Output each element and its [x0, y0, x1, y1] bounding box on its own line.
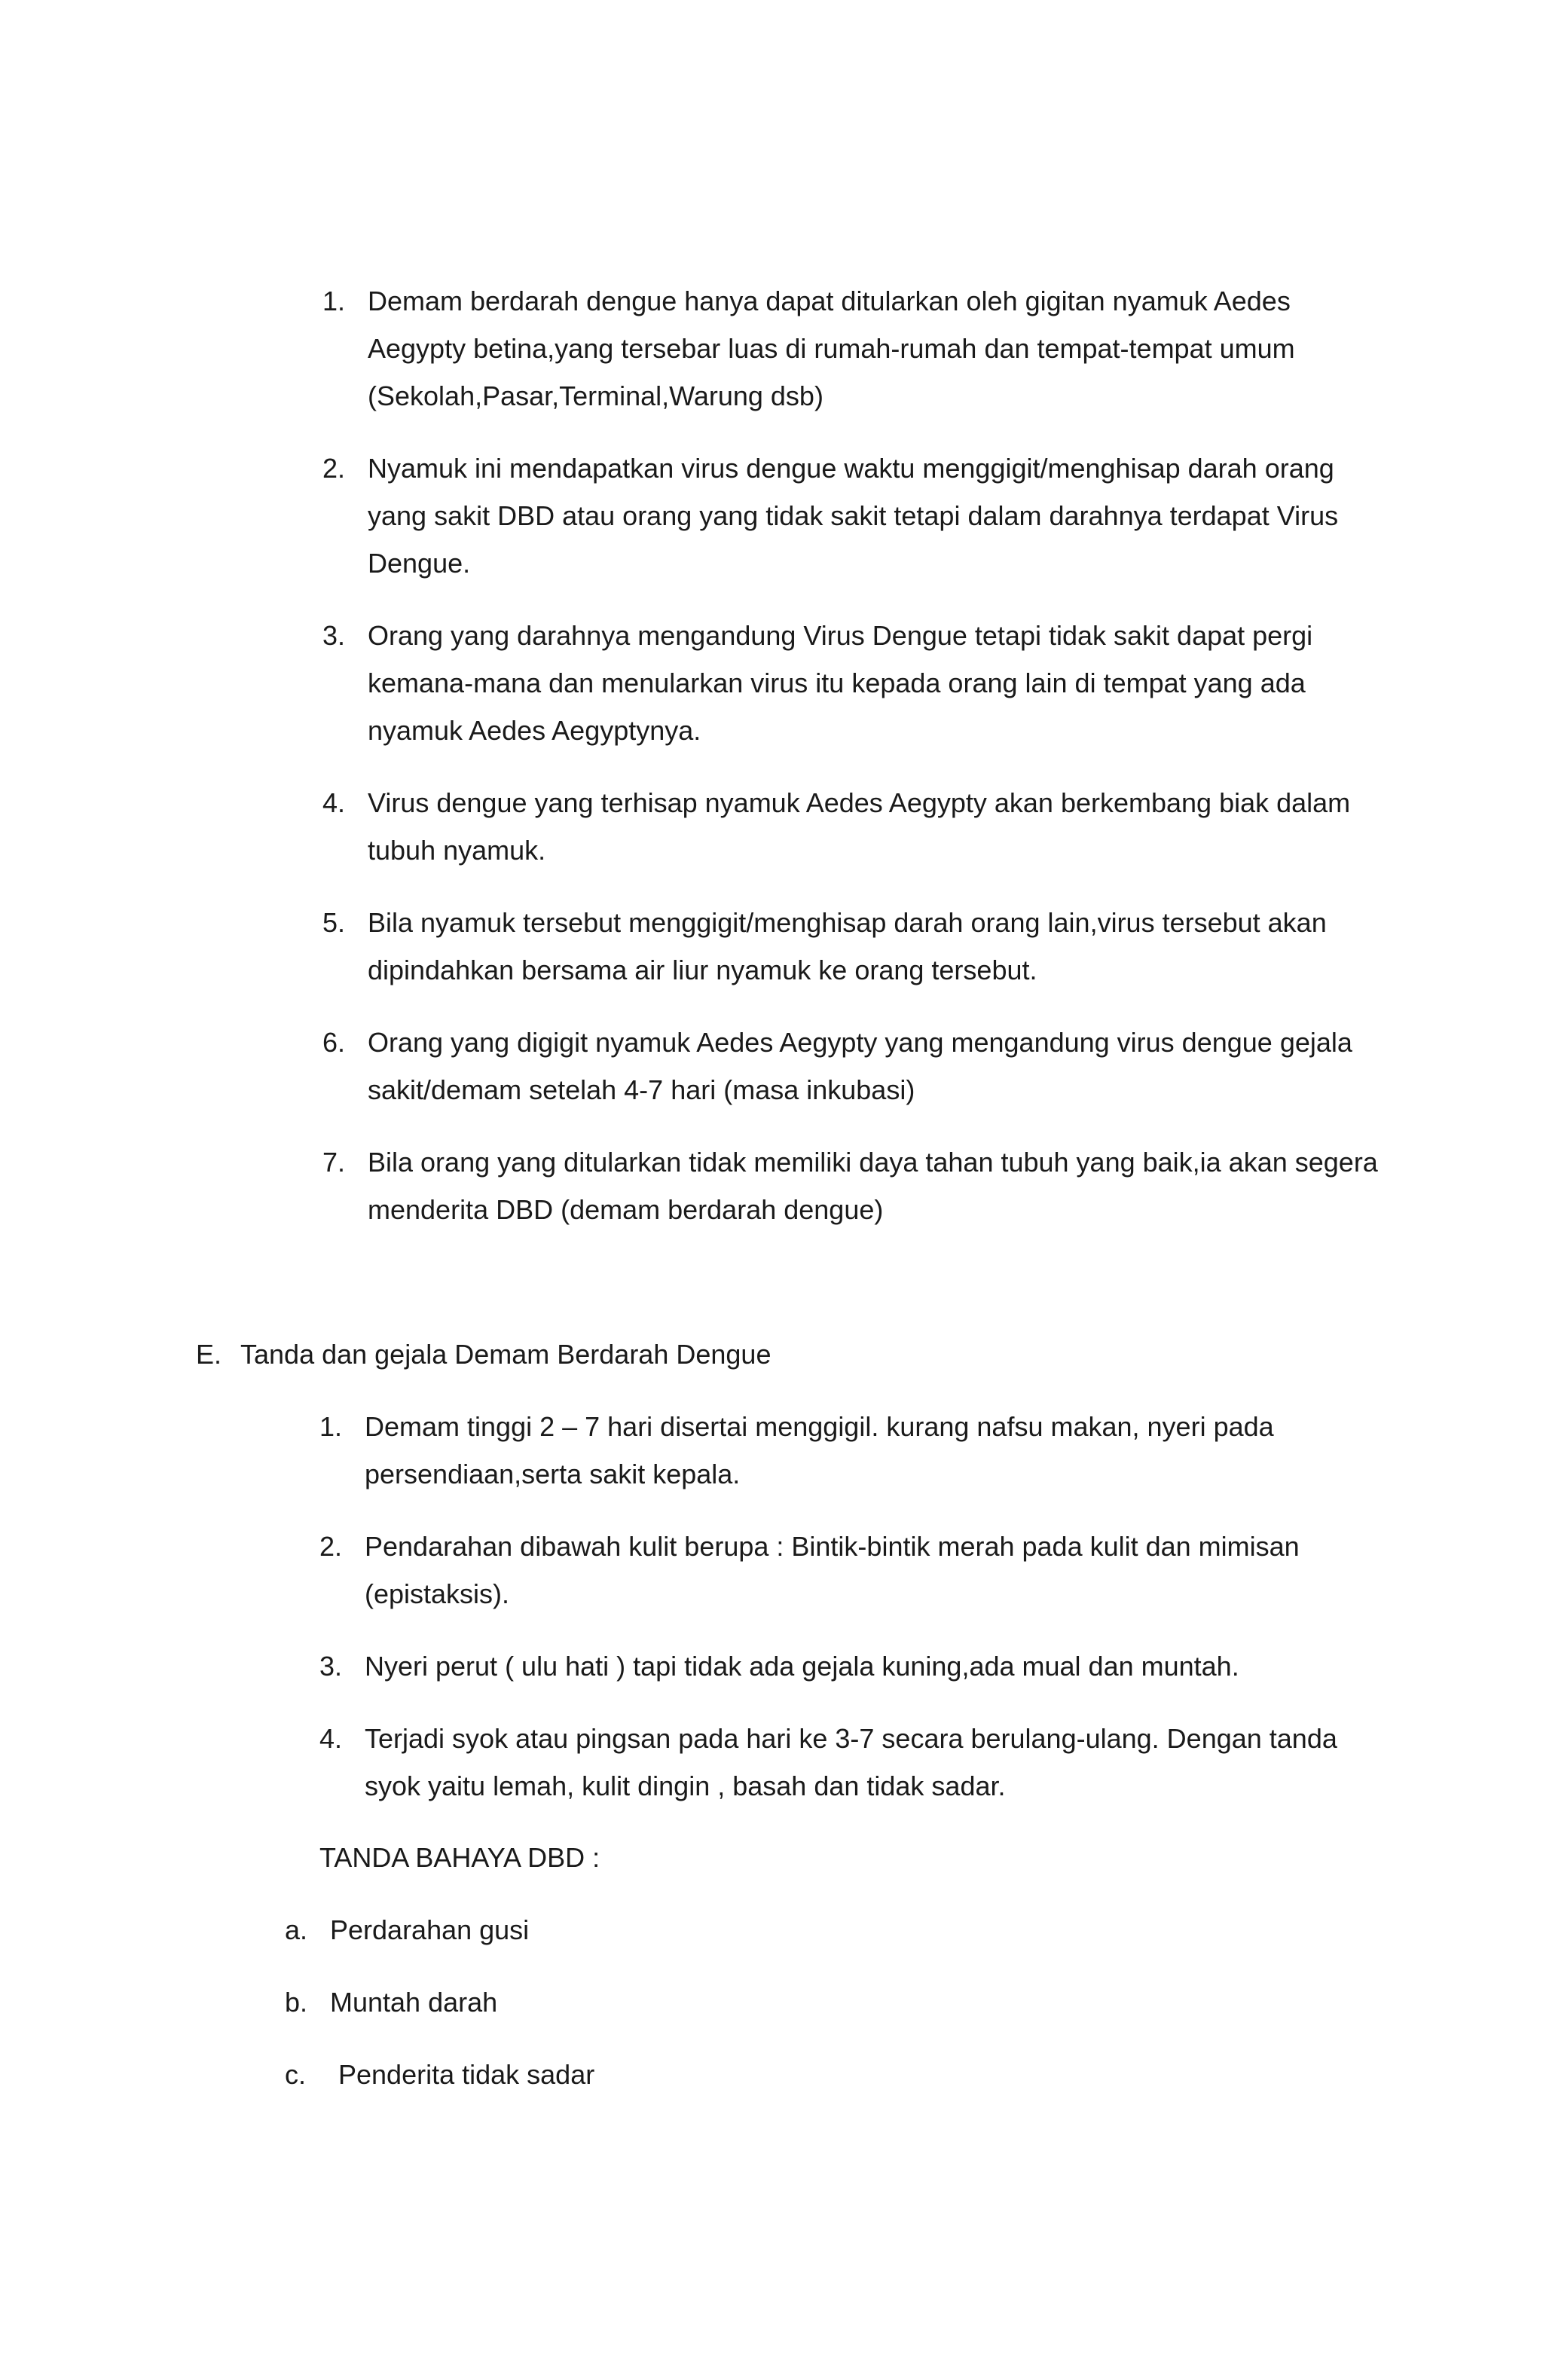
list-item	[322, 1138, 1385, 1233]
list-item-number: 2.	[322, 453, 346, 484]
list-item-number: 3.	[322, 620, 346, 651]
danger-signs-list	[285, 1906, 963, 2123]
list-item-text: Terjadi syok atau pingsan pada hari ke 3-7 secara berulang-ulang. Dengan tanda syok yaitu lemah, kulit dingin , basah dan tidak sadar.	[365, 1723, 1337, 1801]
section-title: Tanda dan gejala Demam Berdarah Dengue	[240, 1339, 772, 1370]
list-item-text: Orang yang digigit nyamuk Aedes Aegypty yang mengandung virus dengue gejala sakit/demam setelah 4-7 hari (masa inkubasi)	[368, 1027, 1352, 1105]
list-item	[322, 1019, 1385, 1114]
list-item	[285, 1978, 963, 2026]
list-item-letter: c.	[285, 2059, 307, 2090]
list-item	[322, 445, 1385, 587]
list-item-text: Bila orang yang ditularkan tidak memiliki daya tahan tubuh yang baik,ia akan segera menderita DBD (demam berdarah dengue)	[368, 1147, 1378, 1225]
list-item-text: Muntah darah	[330, 1987, 498, 2018]
list-item-number: 4.	[319, 1723, 343, 1754]
list-item	[319, 1642, 1389, 1690]
list-item-number: 6.	[322, 1027, 346, 1058]
list-item	[322, 899, 1385, 994]
list-item-text: Pendarahan dibawah kulit berupa : Bintik-bintik merah pada kulit dan mimisan (epistaksis).	[365, 1531, 1300, 1609]
list-item-number: 1.	[322, 286, 346, 316]
list-item-number: 1.	[319, 1411, 343, 1442]
symptoms-list	[319, 1403, 1389, 1835]
list-item-text: Orang yang darahnya mengandung Virus Dengue tetapi tidak sakit dapat pergi kemana-mana dan menularkan virus itu kepada orang lain di tempat yang ada nyamuk Aedes Aegyptynya.	[368, 620, 1313, 746]
list-item-number: 7.	[322, 1147, 346, 1178]
list-item-text: Bila nyamuk tersebut menggigit/menghisap darah orang lain,virus tersebut akan dipindahkan bersama air liur nyamuk ke orang tersebut.	[368, 907, 1327, 985]
list-item	[322, 612, 1385, 754]
section-letter: E.	[196, 1339, 222, 1370]
list-item-number: 4.	[322, 787, 346, 818]
list-item-text: Demam tinggi 2 – 7 hari disertai menggigil. kurang nafsu makan, nyeri pada persendiaan,serta sakit kepala.	[365, 1411, 1274, 1489]
list-item	[322, 277, 1385, 420]
list-item-number: 5.	[322, 907, 346, 938]
list-item-number: 3.	[319, 1651, 343, 1682]
list-item-text: Perdarahan gusi	[330, 1914, 530, 1945]
list-item-text: Penderita tidak sadar	[338, 2059, 595, 2090]
list-item-number: 2.	[319, 1531, 343, 1562]
list-item	[285, 2051, 963, 2098]
transmission-list	[322, 277, 1385, 1258]
list-item-text: Virus dengue yang terhisap nyamuk Aedes Aegypty akan berkembang biak dalam tubuh nyamuk.	[368, 787, 1351, 866]
list-item	[322, 779, 1385, 874]
list-item-text: Nyeri perut ( ulu hati ) tapi tidak ada gejala kuning,ada mual dan muntah.	[365, 1651, 1239, 1682]
list-item	[319, 1715, 1389, 1810]
list-item	[319, 1523, 1389, 1618]
section-heading	[196, 1331, 771, 1378]
list-item-letter: a.	[285, 1914, 308, 1945]
list-item-text: Demam berdarah dengue hanya dapat ditularkan oleh gigitan nyamuk Aedes Aegypty betina,yang tersebar luas di rumah-rumah dan tempat-tempat umum (Sekolah,Pasar,Terminal,Warung dsb)	[368, 286, 1295, 411]
list-item-letter: b.	[285, 1987, 308, 2018]
danger-signs-heading: TANDA BAHAYA DBD :	[319, 1842, 600, 1873]
list-item-text: Nyamuk ini mendapatkan virus dengue waktu menggigit/menghisap darah orang yang sakit DBD atau orang yang tidak sakit tetapi dalam darahnya terdapat Virus Dengue.	[368, 453, 1339, 579]
list-item	[285, 1906, 963, 1954]
list-item	[319, 1403, 1389, 1498]
